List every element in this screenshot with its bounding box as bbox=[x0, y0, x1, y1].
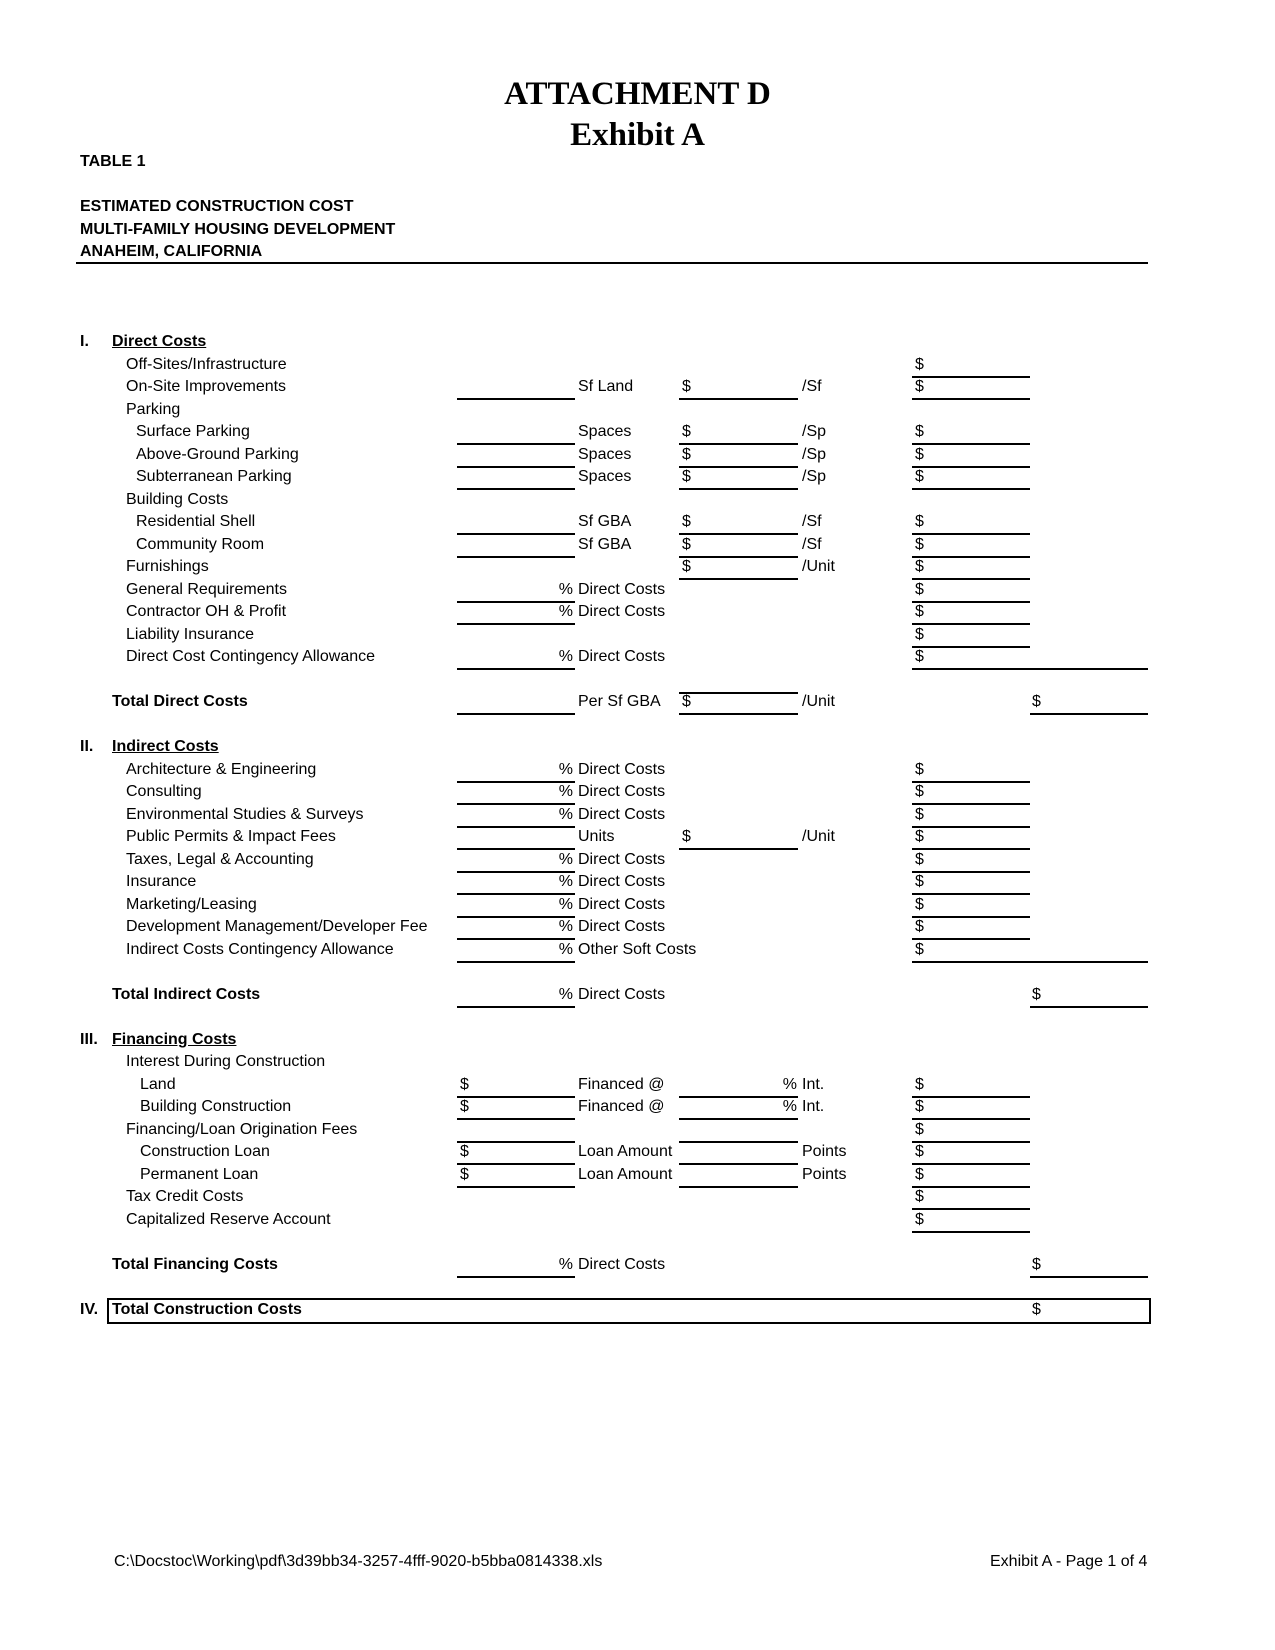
item-label: Indirect Costs Contingency Allowance bbox=[126, 941, 394, 958]
subtotal-dollar: $ bbox=[915, 513, 924, 530]
unit-label: Spaces bbox=[578, 423, 632, 440]
rate-dollar: $ bbox=[682, 693, 691, 710]
item-row bbox=[0, 536, 1275, 558]
percent-sign: % bbox=[558, 918, 573, 935]
points-blank bbox=[679, 1163, 798, 1165]
item-row bbox=[0, 828, 1275, 850]
subtotal-rule bbox=[912, 668, 1148, 670]
subtotal-dollar: $ bbox=[915, 896, 924, 913]
subtotal-dollar: $ bbox=[915, 941, 924, 958]
item-label: Surface Parking bbox=[136, 423, 250, 440]
amount-dollar: $ bbox=[460, 1166, 469, 1183]
subtotal-dollar: $ bbox=[915, 581, 924, 598]
subtotal-dollar: $ bbox=[915, 378, 924, 395]
subtotal-dollar: $ bbox=[915, 423, 924, 440]
percent-sign: % bbox=[558, 896, 573, 913]
subtotal-dollar: $ bbox=[915, 446, 924, 463]
total-blank bbox=[1030, 1006, 1148, 1008]
unit-label: Direct Costs bbox=[578, 896, 666, 913]
quantity-blank bbox=[457, 443, 575, 445]
item-row bbox=[0, 446, 1275, 468]
item-label: Construction Loan bbox=[140, 1143, 270, 1160]
item-label: Liability Insurance bbox=[126, 626, 255, 643]
item-row bbox=[0, 1121, 1275, 1143]
unit-label: Financed @ bbox=[578, 1076, 665, 1093]
rate-unit: /Sf bbox=[802, 513, 822, 530]
subtotal-dollar: $ bbox=[915, 356, 924, 373]
item-row bbox=[0, 491, 1275, 513]
subtotal-blank bbox=[912, 623, 1030, 625]
rate-unit: Int. bbox=[802, 1076, 825, 1093]
section-numeral: II. bbox=[80, 738, 94, 755]
percent-blank bbox=[457, 961, 575, 963]
item-label: General Requirements bbox=[126, 581, 287, 598]
item-label: Furnishings bbox=[126, 558, 209, 575]
rate-blank bbox=[679, 713, 798, 715]
rate-unit: Int. bbox=[802, 1098, 825, 1115]
unit-label: Sf Land bbox=[578, 378, 634, 395]
subtotal-dollar: $ bbox=[915, 1166, 924, 1183]
rate-blank bbox=[679, 533, 798, 535]
item-label: Above-Ground Parking bbox=[136, 446, 299, 463]
subtotal-blank bbox=[912, 533, 1030, 535]
sec-row bbox=[0, 333, 1275, 355]
total-blank bbox=[1030, 713, 1148, 715]
item-label: Public Permits & Impact Fees bbox=[126, 828, 336, 845]
sec-row bbox=[0, 738, 1275, 760]
total-dollar: $ bbox=[1032, 693, 1041, 710]
percent-sign: % bbox=[558, 941, 573, 958]
rate-overline bbox=[679, 692, 798, 694]
item-row bbox=[0, 356, 1275, 378]
quantity-blank bbox=[457, 488, 575, 490]
unit-label: Direct Costs bbox=[578, 873, 666, 890]
unit-label: Loan Amount bbox=[578, 1166, 673, 1183]
subtotal-blank bbox=[912, 578, 1030, 580]
section-numeral: I. bbox=[80, 333, 89, 350]
subtotal-dollar: $ bbox=[915, 1143, 924, 1160]
item-label: Contractor OH & Profit bbox=[126, 603, 287, 620]
subtotal-dollar: $ bbox=[915, 1076, 924, 1093]
rate-blank bbox=[679, 848, 798, 850]
item-label: Residential Shell bbox=[136, 513, 256, 530]
quantity-blank bbox=[457, 398, 575, 400]
item-label: Off-Sites/Infrastructure bbox=[126, 356, 287, 373]
section-title: Direct Costs bbox=[112, 333, 207, 350]
unit-label: Direct Costs bbox=[578, 603, 666, 620]
subtotal-blank bbox=[912, 1208, 1030, 1210]
amount-dollar: $ bbox=[460, 1143, 469, 1160]
percent-sign: % bbox=[558, 603, 573, 620]
subtotal-dollar: $ bbox=[915, 918, 924, 935]
item-row bbox=[0, 761, 1275, 783]
section-title: Indirect Costs bbox=[112, 738, 219, 755]
subtotal-blank bbox=[912, 1231, 1030, 1233]
item-row bbox=[0, 558, 1275, 580]
percent-sign: % bbox=[558, 873, 573, 890]
rate-dollar: $ bbox=[682, 446, 691, 463]
item-row bbox=[0, 648, 1275, 670]
subtotal-dollar: $ bbox=[915, 536, 924, 553]
total-blank bbox=[1030, 1276, 1148, 1278]
amount-blank bbox=[457, 1163, 575, 1165]
subtotal-dollar: $ bbox=[915, 873, 924, 890]
percent-sign: % bbox=[558, 1256, 573, 1273]
unit-label: Direct Costs bbox=[578, 761, 666, 778]
item-row bbox=[0, 1076, 1275, 1098]
subtotal-dollar: $ bbox=[915, 851, 924, 868]
item-row bbox=[0, 941, 1275, 963]
rate-dollar: $ bbox=[682, 558, 691, 575]
subtotal-dollar: $ bbox=[915, 1098, 924, 1115]
subtotal-blank bbox=[912, 398, 1030, 400]
subtotal-blank bbox=[912, 488, 1030, 490]
unit-label: Direct Costs bbox=[578, 581, 666, 598]
subtotal-dollar: $ bbox=[915, 1211, 924, 1228]
subtotal-dollar: $ bbox=[915, 761, 924, 778]
unit-label: Direct Costs bbox=[578, 918, 666, 935]
item-label: Parking bbox=[126, 401, 181, 418]
item-row bbox=[0, 1211, 1275, 1233]
quantity-blank bbox=[457, 533, 575, 535]
unit-label: Direct Costs bbox=[578, 1256, 666, 1273]
grand-total-label: Total Construction Costs bbox=[112, 1301, 302, 1318]
item-label: Financing/Loan Origination Fees bbox=[126, 1121, 358, 1138]
item-label: Interest During Construction bbox=[126, 1053, 326, 1070]
percent-blank bbox=[457, 668, 575, 670]
section-numeral: III. bbox=[80, 1031, 98, 1048]
item-label: Land bbox=[140, 1076, 176, 1093]
header-rule bbox=[76, 262, 1148, 264]
percent-blank bbox=[457, 1276, 575, 1278]
total-label: Total Indirect Costs bbox=[112, 986, 261, 1003]
percent-sign: % bbox=[558, 581, 573, 598]
item-label: Tax Credit Costs bbox=[126, 1188, 244, 1205]
rate-blank bbox=[679, 488, 798, 490]
rate-dollar: $ bbox=[682, 513, 691, 530]
grand-total-dollar: $ bbox=[1032, 1301, 1041, 1318]
rate-blank bbox=[679, 578, 798, 580]
rate-dollar: $ bbox=[682, 828, 691, 845]
item-row bbox=[0, 783, 1275, 805]
percent-sign: % bbox=[558, 783, 573, 800]
total-label: Total Direct Costs bbox=[112, 693, 248, 710]
rate-blank bbox=[679, 443, 798, 445]
subtotal-blank bbox=[912, 1118, 1030, 1120]
subtotal-blank bbox=[912, 1163, 1030, 1165]
grand-total-box bbox=[107, 1298, 1151, 1324]
subtotal-dollar: $ bbox=[915, 648, 924, 665]
unit-label: Direct Costs bbox=[578, 783, 666, 800]
item-row bbox=[0, 468, 1275, 490]
footer-page-number: Exhibit A - Page 1 of 4 bbox=[990, 1553, 1148, 1570]
item-row bbox=[0, 896, 1275, 918]
quantity-blank bbox=[457, 848, 575, 850]
unit-label: Financed @ bbox=[578, 1098, 665, 1115]
subtotal-dollar: $ bbox=[915, 468, 924, 485]
item-row bbox=[0, 581, 1275, 603]
section-numeral: IV. bbox=[80, 1301, 99, 1318]
rate-percent-sign: % bbox=[782, 1076, 797, 1093]
percent-sign: % bbox=[558, 648, 573, 665]
item-row bbox=[0, 806, 1275, 828]
total-row bbox=[0, 1256, 1275, 1278]
percent-blank bbox=[457, 1006, 575, 1008]
subtotal-blank bbox=[912, 848, 1030, 850]
subtotal-dollar: $ bbox=[915, 806, 924, 823]
item-label: Development Management/Developer Fee bbox=[126, 918, 428, 935]
percent-blank bbox=[457, 893, 575, 895]
percent-sign: % bbox=[558, 986, 573, 1003]
unit-label: Per Sf GBA bbox=[578, 693, 661, 710]
unit-label: Direct Costs bbox=[578, 806, 666, 823]
item-label: On-Site Improvements bbox=[126, 378, 287, 395]
total-row bbox=[0, 986, 1275, 1008]
amount-dollar: $ bbox=[460, 1076, 469, 1093]
unit-label: Direct Costs bbox=[578, 648, 666, 665]
subtotal-rule bbox=[912, 961, 1148, 963]
subtotal-dollar: $ bbox=[915, 558, 924, 575]
percent-blank bbox=[457, 803, 575, 805]
rate-percent-sign: % bbox=[782, 1098, 797, 1115]
item-label: Capitalized Reserve Account bbox=[126, 1211, 331, 1228]
subtotal-blank bbox=[912, 443, 1030, 445]
subtotal-dollar: $ bbox=[915, 603, 924, 620]
subtotal-dollar: $ bbox=[915, 1188, 924, 1205]
unit-label: Spaces bbox=[578, 468, 632, 485]
unit-label: Spaces bbox=[578, 446, 632, 463]
percent-sign: % bbox=[558, 761, 573, 778]
rate-dollar: $ bbox=[682, 378, 691, 395]
rate-dollar: $ bbox=[682, 468, 691, 485]
subtitle-line-1: ESTIMATED CONSTRUCTION COST bbox=[80, 198, 354, 215]
item-label: Direct Cost Contingency Allowance bbox=[126, 648, 376, 665]
item-row bbox=[0, 1053, 1275, 1075]
total-dollar: $ bbox=[1032, 986, 1041, 1003]
amount-blank bbox=[457, 1118, 575, 1120]
rate-unit: /Sf bbox=[802, 378, 822, 395]
total-dollar: $ bbox=[1032, 1256, 1041, 1273]
subtotal-blank bbox=[912, 938, 1030, 940]
percent-sign: % bbox=[558, 851, 573, 868]
item-row bbox=[0, 1143, 1275, 1165]
item-label: Building Construction bbox=[140, 1098, 292, 1115]
item-label: Environmental Studies & Surveys bbox=[126, 806, 364, 823]
section-title: Financing Costs bbox=[112, 1031, 237, 1048]
rate-unit: /Sp bbox=[802, 446, 827, 463]
rate-dollar: $ bbox=[682, 423, 691, 440]
subtitle-line-3: ANAHEIM, CALIFORNIA bbox=[80, 243, 263, 260]
item-label: Marketing/Leasing bbox=[126, 896, 257, 913]
sec-row bbox=[0, 1031, 1275, 1053]
item-label: Taxes, Legal & Accounting bbox=[126, 851, 314, 868]
item-row bbox=[0, 873, 1275, 895]
subtitle-line-2: MULTI-FAMILY HOUSING DEVELOPMENT bbox=[80, 221, 396, 238]
percent-blank bbox=[457, 623, 575, 625]
item-row bbox=[0, 918, 1275, 940]
rate-blank bbox=[679, 398, 798, 400]
item-label: Consulting bbox=[126, 783, 202, 800]
item-row bbox=[0, 378, 1275, 400]
rate-percent-blank bbox=[679, 1118, 798, 1120]
rate-unit: /Sp bbox=[802, 423, 827, 440]
subtotal-blank bbox=[912, 893, 1030, 895]
item-label: Permanent Loan bbox=[140, 1166, 259, 1183]
rate-dollar: $ bbox=[682, 536, 691, 553]
subtotal-blank bbox=[912, 803, 1030, 805]
item-label: Subterranean Parking bbox=[136, 468, 292, 485]
item-row bbox=[0, 401, 1275, 423]
item-row bbox=[0, 1188, 1275, 1210]
amount-dollar: $ bbox=[460, 1098, 469, 1115]
unit-label: Sf GBA bbox=[578, 536, 632, 553]
total-row bbox=[0, 693, 1275, 715]
item-row bbox=[0, 423, 1275, 445]
subtotal-dollar: $ bbox=[915, 626, 924, 643]
item-row bbox=[0, 513, 1275, 535]
item-row bbox=[0, 1166, 1275, 1188]
item-row bbox=[0, 1098, 1275, 1120]
table-label: TABLE 1 bbox=[80, 153, 146, 170]
total-label: Total Financing Costs bbox=[112, 1256, 278, 1273]
subtotal-dollar: $ bbox=[915, 1121, 924, 1138]
item-row bbox=[0, 603, 1275, 625]
unit-label: Other Soft Costs bbox=[578, 941, 697, 958]
rate-unit: Points bbox=[802, 1166, 847, 1183]
subtotal-dollar: $ bbox=[915, 783, 924, 800]
rate-unit: /Sp bbox=[802, 468, 827, 485]
attachment-title: ATTACHMENT D bbox=[504, 76, 771, 112]
unit-label: Direct Costs bbox=[578, 851, 666, 868]
rate-unit: /Unit bbox=[802, 693, 835, 710]
item-label: Building Costs bbox=[126, 491, 229, 508]
rate-unit: /Unit bbox=[802, 558, 835, 575]
rate-unit: Points bbox=[802, 1143, 847, 1160]
unit-label: Direct Costs bbox=[578, 986, 666, 1003]
item-label: Community Room bbox=[136, 536, 265, 553]
quantity-blank bbox=[457, 713, 575, 715]
unit-label: Loan Amount bbox=[578, 1143, 673, 1160]
item-label: Architecture & Engineering bbox=[126, 761, 317, 778]
item-row bbox=[0, 851, 1275, 873]
item-label: Insurance bbox=[126, 873, 197, 890]
rate-unit: /Sf bbox=[802, 536, 822, 553]
exhibit-title: Exhibit A bbox=[570, 117, 705, 153]
percent-blank bbox=[457, 938, 575, 940]
subtotal-dollar: $ bbox=[915, 828, 924, 845]
unit-label: Units bbox=[578, 828, 615, 845]
item-row bbox=[0, 626, 1275, 648]
unit-label: Sf GBA bbox=[578, 513, 632, 530]
percent-sign: % bbox=[558, 806, 573, 823]
footer-file-path: C:\Docstoc\Working\pdf\3d39bb34-3257-4fff-9020-b5bba0814338.xls bbox=[114, 1553, 603, 1570]
rate-unit: /Unit bbox=[802, 828, 835, 845]
